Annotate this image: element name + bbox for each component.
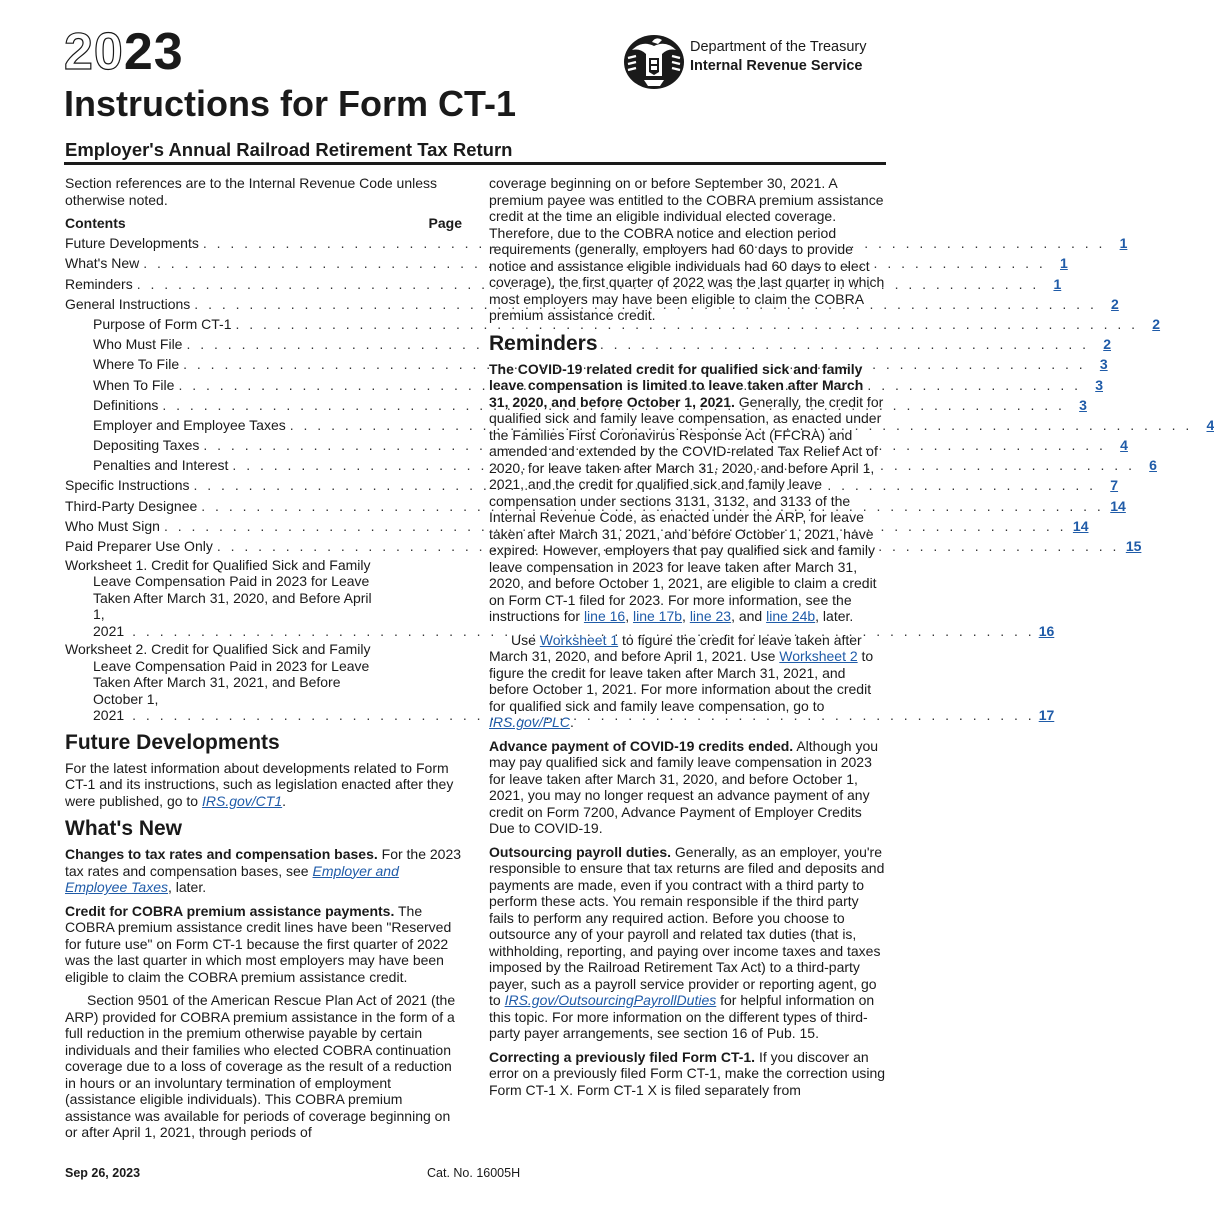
ws-text-b: to figure the credit for leave taken after March 31, 2020, and before April 1, 2021. Use [489,631,862,664]
agency-service: Internal Revenue Service [690,58,863,74]
toc-page-link[interactable]: 15 [1125,538,1142,554]
toc-entry-label: Leave Compensation Paid in 2023 for Leave [93,657,370,674]
toc-entry[interactable] [65,413,1214,433]
irs-eagle-logo-icon [622,32,686,90]
reminders-advance-payment-paragraph [489,738,886,837]
future-end: . [282,792,287,809]
irs-ct1-link[interactable]: IRS.gov/CT1 [201,792,283,809]
whats-new-arp-continued: coverage beginning on or before September 30, 2021. A premium payee was entitled to the COBRA premium assistance credit at the time an eligible individual elected coverage. Therefore, due to the COBRA notice and election period requirements (generally, employers had 60 days to provide notice and assistance eligible individuals had 60 days to elect coverage), the first quarter of 2022 was the last quarter in which most employers may have been eligible to claim the COBRA premium assistance credit. [489,175,885,323]
irs-plc-link[interactable]: IRS.gov/PLC [489,714,570,730]
toc-page-link[interactable]: 3 [1079,396,1087,413]
toc-page-link[interactable]: 1 [1060,255,1068,272]
toc-heading: Contents [65,215,126,231]
future-text: For the latest information about developments related to Form CT-1 and its instructions, such as legislation enacted after they were published, go to [65,759,454,809]
intro-text: Section references are to the Internal Revenue Code unless otherwise noted. [65,175,438,208]
toc-entry[interactable] [65,292,1119,312]
reminders-correcting-paragraph [489,1049,886,1099]
cobra-runin: Credit for COBRA premium assistance payments. [65,902,395,919]
outsourcing-payroll-link[interactable]: IRS.gov/OutsourcingPayrollDuties [504,992,717,1008]
toc-page-heading: Page [428,215,462,231]
toc-entry[interactable] [65,232,1128,252]
toc-page-link[interactable]: 3 [1095,376,1103,393]
toc-page-link[interactable]: 1 [1119,235,1128,252]
toc-page-link[interactable]: 14 [1110,497,1126,514]
toc-header [65,215,462,232]
outsourcing-runin: Outsourcing payroll duties. [489,843,672,860]
toc-entry-label: Who Must Sign [65,517,160,534]
toc-entry[interactable] [65,393,1087,413]
toc-page-link[interactable]: 4 [1206,416,1214,433]
toc-entry[interactable] [65,272,1062,292]
covid-text: Generally, the credit for qualified sick and family leave compensation, as enacted under the Families First Coronavirus Response Act (FFCRA) and amended and extended by the COVID-related Tax Relief Act of 2020, for leave taken after March 31, 2020, and before April 1, 2021, and the credit for qualified sick and family leave compensation under sections 3131, 3132, and 3133 of the Internal Revenue Code, as enacted under the ARP, for leave taken after March 31, 2021, and before October 1, 2021, have expired. However, employers that pay qualified sick and family leave compensation in 2023 for leave taken after March 31, 2020, and before October 1, 2021, are eligible to claim a credit on Form CT-1 filed for 2023. For more information, see the instructions for [489,393,884,624]
rates-text: For the 2023 tax rates and compensation bases, see [65,846,462,879]
advance-runin: Advance payment of COVID-19 credits ended. [489,737,794,754]
toc-entry-label: General Instructions [65,295,191,312]
toc-entry-label: Who Must File [93,336,183,353]
toc-entry-label: Taken After March 31, 2020, and Before April [93,589,372,606]
header-divider [64,162,886,165]
line-17b-link[interactable]: line 17b [632,608,683,624]
toc-entry[interactable] [65,312,1161,332]
covid-runin: The COVID-19 related credit for qualified sick and family leave compensation is limited to leave taken after March 31, 2020, and before October 1, 2021. [489,360,864,410]
toc-entry-label: Worksheet 2. Credit for Qualified Sick and Family [65,641,371,657]
toc-page-link[interactable]: 16 [1038,622,1055,639]
toc-entry-label: Purpose of Form CT-1 [93,315,232,332]
toc-entry-label: Penalties and Interest [93,457,229,474]
toc-entry[interactable] [65,353,1108,373]
year-solid-digits: 23 [123,23,184,81]
ws-text-a: Use [511,631,540,648]
whats-new-arp-paragraph: Section 9501 of the American Rescue Plan Act of 2021 (the ARP) provided for COBRA premium assistance in the form of a full reduction in the premium otherwise payable by certain individuals and their families who elected COBRA continuation coverage due to a loss of coverage as the result of a reduction in hours or an involuntary termination of employment (assistance eligible individuals). This COBRA premium assistance was available for periods of coverage beginning on or after April 1, 2021, through periods of [65,992,456,1140]
toc-entry-label: Depositing Taxes [93,437,200,454]
line-23-link[interactable]: line 23 [689,608,732,624]
separator: , [625,608,633,624]
toc-entry[interactable] [65,494,1126,514]
toc-entry-label: Third-Party Designee [65,497,198,514]
toc-page-link[interactable]: 1 [1053,275,1062,292]
toc-page-link[interactable]: 7 [1110,477,1119,494]
ws-text-c: to figure the credit for leave taken after March 31, 2021, and before October 1, 2021. For more information about the credit for qualified sick and family leave compensation, go to [489,648,874,714]
cobra-text: The COBRA premium assistance credit lines have been "Reserved for future use" on Form CT-1 because the first quarter of 2022 was the last quarter in which most employers may have been eligible to claim the COBRA premium assistance credit. [65,902,452,985]
toc-entry[interactable] [65,534,1142,554]
rates-runin: Changes to tax rates and compensation bases. [65,846,378,862]
footer-date: Sep 26, 2023 [65,1166,141,1180]
whats-new-cobra-paragraph [65,903,462,986]
outsourcing-end: for helpful information on this topic. For more information on the different types of third-party payer arrangements, see section 16 of Pub. 15. [489,992,875,1041]
toc-entry[interactable] [65,433,1128,454]
separator: , [682,608,690,624]
year-outline-digits: 20 [64,23,124,81]
covid-end: , later. [815,608,854,624]
toc-entry-label: Employer and Employee Taxes [93,416,286,433]
reminders-worksheet-paragraph [489,632,886,731]
toc-entry-label: Leave Compensation Paid in 2023 for Leave [93,573,370,589]
toc-entry-label: 1, 2021 [93,606,125,639]
agency-block [690,38,867,76]
footer-catalog-number: Cat. No. 16005H [427,1166,521,1180]
correcting-text: If you discover an error on a previously filed Form CT-1, make the correction using Form CT-1 X. Form CT-1 X is filed separately from [489,1048,886,1098]
toc-page-link[interactable]: 2 [1111,295,1119,312]
ws-end: . [569,714,574,730]
toc-entry[interactable] [65,514,1089,534]
whats-new-heading: What's New [65,817,183,840]
reminders-heading: Reminders [489,331,598,355]
employer-employee-taxes-link[interactable]: Employer and Employee Taxes [65,862,399,895]
toc-entry[interactable] [65,373,1103,393]
toc-entry-label: Where To File [93,356,180,373]
rates-end: , later. [167,879,207,895]
toc-entry-label: Specific Instructions [65,477,190,494]
toc-entry-label: Definitions [93,396,159,413]
document-subtitle: Employer's Annual Railroad Retirement Tax Return [65,139,513,160]
toc-entry-label: When To File [93,376,175,393]
toc-page-link[interactable]: 17 [1038,707,1055,723]
advance-text: Although you may pay qualified sick and family leave compensation in 2023 for leave taken after March 31, 2020, and before October 1, 2021, you may no longer request an advance payment of any credit on Form 7200, Advance Payment of Employer Credits Due to COVID-19. [489,737,879,836]
toc-page-link[interactable]: 14 [1072,517,1089,534]
toc-entry-label: October 1, 2021 [93,690,159,723]
toc-entry-label: Future Developments [65,235,199,252]
future-developments-text [65,760,462,810]
line-24b-link[interactable]: line 24b [766,608,816,624]
toc-entry-label: Reminders [65,275,133,292]
toc-page-link[interactable]: 4 [1120,437,1128,454]
toc-page-link[interactable]: 2 [1152,315,1161,332]
toc-entry-label: Paid Preparer Use Only [65,538,213,554]
reminders-outsourcing-paragraph [489,844,886,1042]
toc-entry-label: Taken After March 31, 2021, and Before [93,674,341,690]
toc-entry[interactable] [65,454,1157,474]
document-title: Instructions for Form CT-1 [64,83,517,124]
toc-entry[interactable] [65,252,1068,272]
line-16-link[interactable]: line 16 [583,608,626,624]
separator: , and [731,608,767,624]
toc-page-link[interactable]: 2 [1103,336,1112,353]
toc-entry-label: Worksheet 1. Credit for Qualified Sick and Family [65,556,371,573]
toc-page-link[interactable]: 3 [1099,356,1108,373]
correcting-runin: Correcting a previously filed Form CT-1. [489,1048,756,1065]
worksheet-2-link[interactable]: Worksheet 2 [779,648,858,664]
outsourcing-text: Generally, as an employer, you're responsible to ensure that tax returns are filed and deposits and payments are made, even if you contract with a third party to perform these acts. You remain responsible if the third party fails to perform any required action. Before you choose to outsource any of your payroll and related tax duties (that is, withholding, reporting, and paying over income taxes and taxes imposed by the Railroad Retirement Tax Act) to a third-party payer, such as a payroll service provider or reporting agent, go to [489,843,885,1008]
whats-new-rates-paragraph [65,846,462,896]
agency-department: Department of the Treasury [690,39,867,55]
future-developments-heading: Future Developments [65,730,280,754]
toc-page-link[interactable]: 6 [1149,457,1157,474]
right-column [489,175,886,1105]
form-year [64,23,184,81]
toc-entry-label: What's New [65,255,140,272]
toc-entry[interactable] [65,474,1119,494]
reminders-covid-paragraph [489,361,886,625]
worksheet-1-link[interactable]: Worksheet 1 [539,631,619,648]
